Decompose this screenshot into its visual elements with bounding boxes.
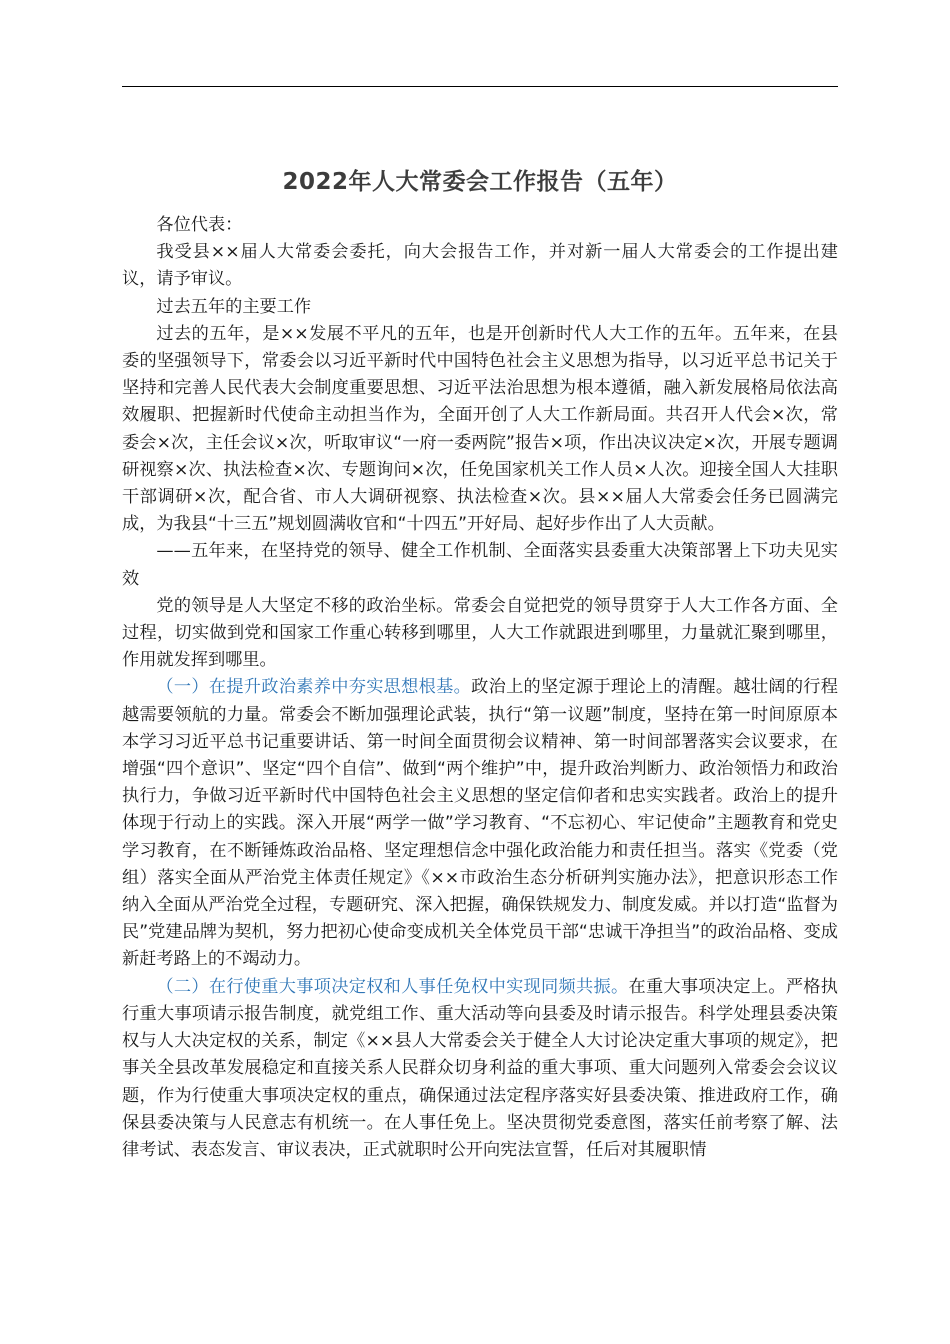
header-rule [122, 86, 838, 87]
document-title: 2022年人大常委会工作报告（五年） [282, 169, 678, 196]
document-body [122, 212, 838, 1164]
item-1-paragraph [122, 674, 838, 973]
section-heading: 过去五年的主要工作 [156, 296, 312, 317]
item-2-heading: （二）在行使重大事项决定权和人事任免权中实现同频共振。 [156, 976, 629, 997]
overview-paragraph: 过去的五年，是××发展不平凡的五年，也是开创新时代人大工作的五年。五年来，在县委的坚强领导下，常委会以习近平新时代中国特色社会主义思想为指导，以习近平总书记关于坚持和完善人民代表大会制度重要思想、习近平法治思想为根本遵循，融入新发展格局依法高效履职、把握新时代使命主动担当作为，全面开创了人大工作新局面。共召开人代会×次，常委会×次，主任会议×次，听取审议“一府一委两院”报告×项，作出决议决定×次，开展专题调研视察×次、执法检查×次、专题询问×次，任免国家机关工作人员×人次。迎接全国人大挂职干部调研×次，配合省、市人大调研视察、执法检查×次。县××届人大常委会任务已圆满完成，为我县“十三五”规划圆满收官和“十四五”开好局、起好步作出了人大贡献。 [122, 323, 838, 535]
party-leadership-paragraph: 党的领导是人大坚定不移的政治坐标。常委会自觉把党的领导贯穿于人大工作各方面、全过程，切实做到党和国家工作重心转移到哪里，人大工作就跟进到哪里，力量就汇聚到哪里，作用就发挥到哪里。 [122, 595, 838, 671]
item-2-paragraph [122, 974, 838, 1164]
salutation: 各位代表： [156, 215, 243, 235]
item-2-body: 在重大事项决定上。严格执行重大事项请示报告制度，就党组工作、重大活动等向县委及时请示报告。科学处理县委决策权与人大决定权的关系，制定《××县人大常委会关于健全人大讨论决定重大事项的规定》，把事关全县改革发展稳定和直接关系人民群众切身利益的重大事项、重大问题列入常委会会议议题，作为行使重大事项决定权的重点，确保通过法定程序落实好县委决策、推进政府工作，确保县委决策与人民意志有机统一。在人事任免上。坚决贯彻党委意图，落实任前考察了解、法律考试、表态发言、审议表决，正式就职时公开向宪法宣誓，任后对其履职情 [122, 976, 838, 1160]
subheading-party-leadership: ——五年来，在坚持党的领导、健全工作机制、全面落实县委重大决策部署上下功夫见实效 [122, 541, 838, 589]
intro-paragraph: 我受县××届人大常委会委托，向大会报告工作，并对新一届人大常委会的工作提出建议，请予审议。 [122, 242, 838, 290]
item-1-heading: （一）在提升政治素养中夯实思想根基。 [156, 677, 472, 698]
item-1-body: 政治上的坚定源于理论上的清醒。越壮阔的行程越需要领航的力量。常委会不断加强理论武装，执行“第一议题”制度，坚持在第一时间原原本本学习习近平总书记重要讲话、第一时间全面贯彻会议精神、第一时间部署落实会议要求，在增强“四个意识”、坚定“四个自信”、做到“两个维护”中，提升政治判断力、政治领悟力和政治执行力，争做习近平新时代中国特色社会主义思想的坚定信仰者和忠实实践者。政治上的提升体现于行动上的实践。深入开展“两学一做”学习教育、“不忘初心、牢记使命”主题教育和党史学习教育，在不断锤炼政治品格、坚定理想信念中强化政治能力和责任担当。落实《党委（党组）落实全面从严治党主体责任规定》《××市政治生态分析研判实施办法》，把意识形态工作纳入全面从严治党全过程，专题研究、深入把握，确保铁规发力、制度发威。并以打造“监督为民”党建品牌为契机，努力把初心使命变成机关全体党员干部“忠诚干净担当”的政治品格、变成新赶考路上的不竭动力。 [122, 677, 838, 970]
